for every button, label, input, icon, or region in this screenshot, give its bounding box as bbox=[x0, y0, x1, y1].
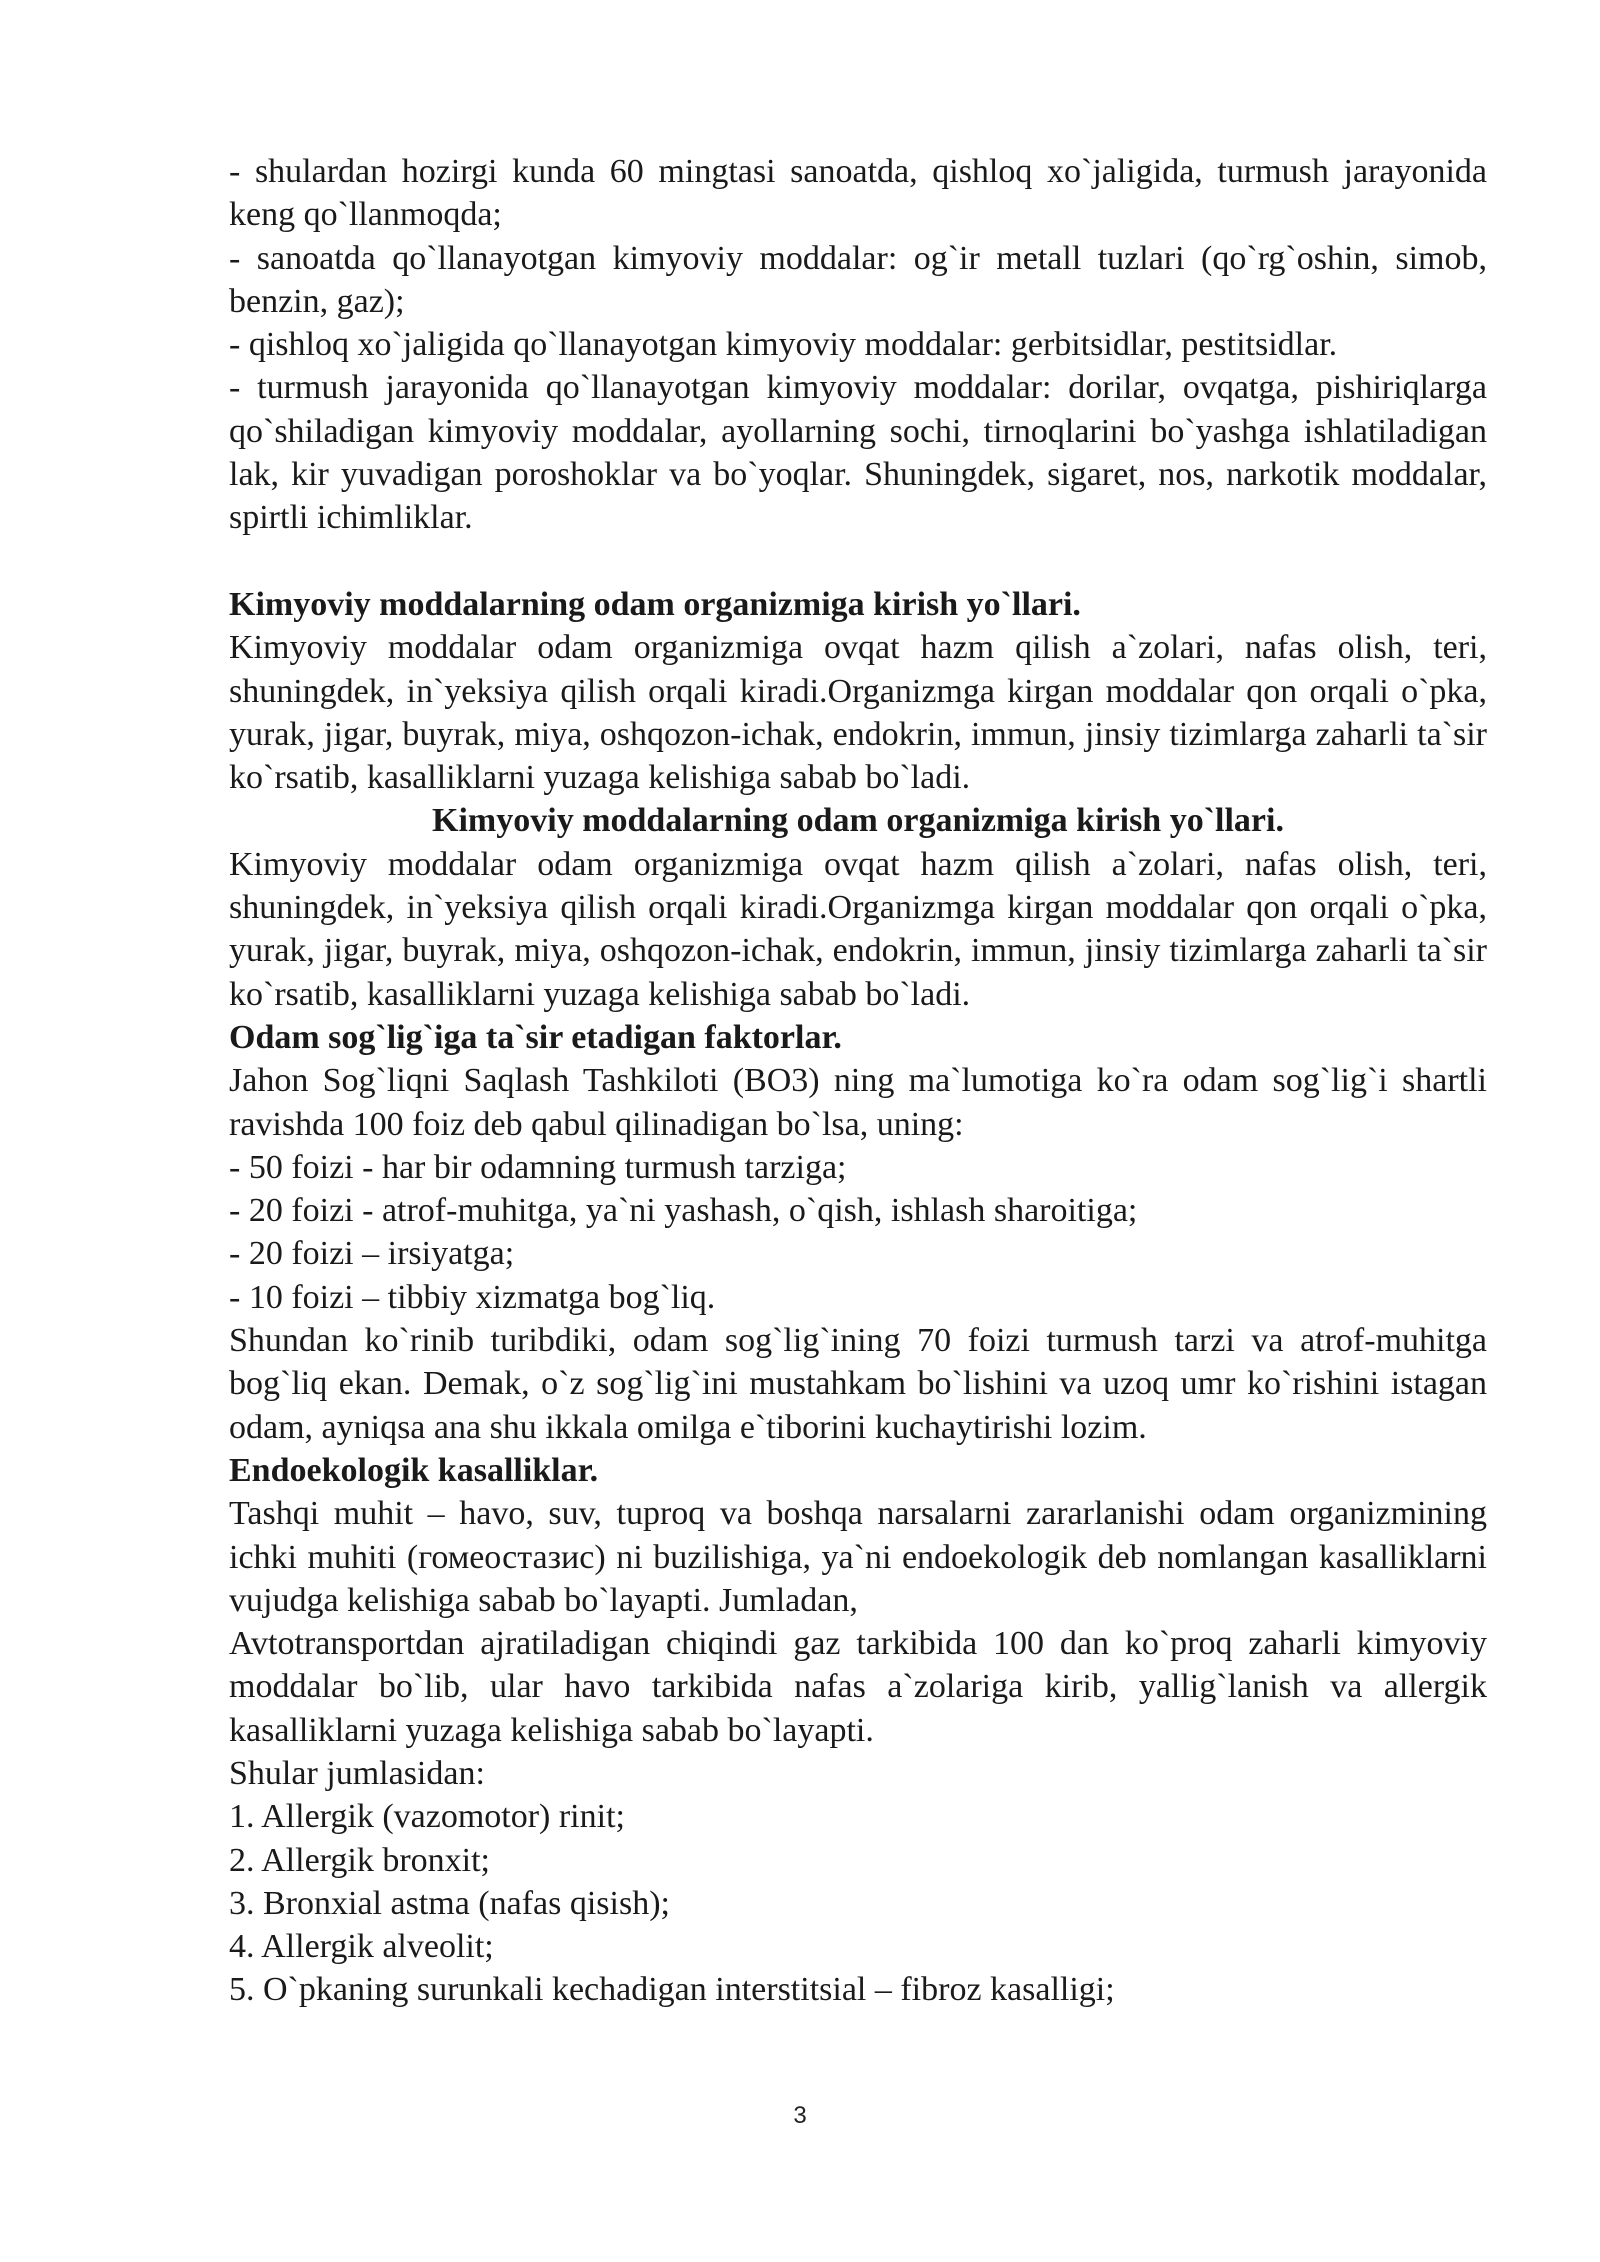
list-item: 1. Allergik (vazomotor) rinit; bbox=[229, 1798, 625, 1836]
section-heading-4: Endoekologik kasalliklar. bbox=[229, 1451, 599, 1489]
section-body-4b: Avtotransportdan ajratiladigan chiqindi gaz tarkibida 100 dan ko`proq zaharli kimyoviy moddalar bo`lib, ular havo tarkibida nafas a`zolariga kirib, yallig`lanish va allergik kasalliklarni yuzaga kelishiga sabab bo`layapti. bbox=[229, 1625, 1487, 1749]
section-body-2: Kimyoviy moddalar odam organizmiga ovqat hazm qilish a`zolari, nafas olish, teri, shuningdek, in`yeksiya qilish orqali kiradi.Organizmga kirgan moddalar qon orqali o`pka, yurak, jigar, buyrak, miya, oshqozon-ichak, endokrin, immun, jinsiy tizimlarga zaharli ta`sir ko`rsatib, kasalliklarni yuzaga kelishiga sabab bo`ladi. bbox=[229, 845, 1487, 1013]
section-body-4a: Tashqi muhit – havo, suv, tuproq va boshqa narsalarni zararlanishi odam organizmining ichki muhiti (гомеостазис) ni buzilishiga, ya`ni endoekologik deb nomlangan kasalliklarni vujudga kelishiga sabab bo`layapti. Jumladan, bbox=[229, 1495, 1487, 1619]
list-item: 3. Bronxial astma (nafas qisish); bbox=[229, 1884, 670, 1922]
intro-paragraph-2: - sanoatda qo`llanayotgan kimyoviy moddalar: og`ir metall tuzlari (qo`rg`oshin, simob, benzin, gaz); bbox=[229, 239, 1487, 320]
intro-paragraph-3: - qishloq xo`jaligida qo`llanayotgan kimyoviy moddalar: gerbitsidlar, pestitsidlar. bbox=[229, 326, 1338, 364]
section-heading-2: Kimyoviy moddalarning odam organizmiga kirish yo`llari. bbox=[432, 802, 1284, 840]
section-heading-1: Kimyoviy moddalarning odam organizmiga kirish yo`llari. bbox=[229, 585, 1081, 623]
page-number: 3 bbox=[793, 2102, 807, 2129]
list-item: 2. Allergik bronxit; bbox=[229, 1841, 490, 1879]
list-item: - 20 foizi – irsiyatga; bbox=[229, 1235, 515, 1273]
intro-paragraph-4: - turmush jarayonida qo`llanayotgan kimyoviy moddalar: dorilar, ovqatga, pishiriqlarga qo`shiladigan kimyoviy moddalar, ayollarning sochi, tirnoqlarini bo`yashga ishlatiladigan lak, kir yuvadigan poroshoklar va bo`yoqlar. Shuningdek, sigaret, nos, narkotik moddalar, spirtli ichimliklar. bbox=[229, 369, 1487, 537]
section-intro-3: Jahon Sog`liqni Saqlash Tashkiloti (BO3) ning ma`lumotiga ko`ra odam sog`lig`i shartli ravishda 100 foiz deb qabul qilinadigan bo`lsa, uning: bbox=[229, 1062, 1487, 1143]
section-heading-3: Odam sog`lig`iga ta`sir etadigan faktorlar. bbox=[229, 1018, 842, 1056]
intro-paragraph-1: - shulardan hozirgi kunda 60 mingtasi sanoatda, qishloq xo`jaligida, turmush jarayonida keng qo`llanmoqda; bbox=[229, 153, 1487, 234]
list-item: 4. Allergik alveolit; bbox=[229, 1928, 494, 1966]
blank-line bbox=[229, 540, 1487, 583]
list-item: 5. O`pkaning surunkali kechadigan interstitsial – fibroz kasalligi; bbox=[229, 1971, 1115, 2009]
list-item: - 10 foizi – tibbiy xizmatga bog`liq. bbox=[229, 1278, 716, 1316]
list-intro: Shular jumlasidan: bbox=[229, 1754, 485, 1792]
list-item: - 50 foizi - har bir odamning turmush tarziga; bbox=[229, 1148, 847, 1186]
list-item: - 20 foizi - atrof-muhitga, ya`ni yashash, o`qish, ishlash sharoitiga; bbox=[229, 1192, 1138, 1230]
section-body-1: Kimyoviy moddalar odam organizmiga ovqat hazm qilish a`zolari, nafas olish, teri, shuningdek, in`yeksiya qilish orqali kiradi.Organizmga kirgan moddalar qon orqali o`pka, yurak, jigar, buyrak, miya, oshqozon-ichak, endokrin, immun, jinsiy tizimlarga zaharli ta`sir ko`rsatib, kasalliklarni yuzaga kelishiga sabab bo`ladi. bbox=[229, 629, 1487, 797]
document-page bbox=[229, 150, 1487, 2012]
section-conclusion-3: Shundan ko`rinib turibdiki, odam sog`lig`ining 70 foizi turmush tarzi va atrof-muhitga bog`liq ekan. Demak, o`z sog`lig`ini mustahkam bo`lishini va uzoq umr ko`rishini istagan odam, ayniqsa ana shu ikkala omilga e`tiborini kuchaytirishi lozim. bbox=[229, 1322, 1487, 1446]
